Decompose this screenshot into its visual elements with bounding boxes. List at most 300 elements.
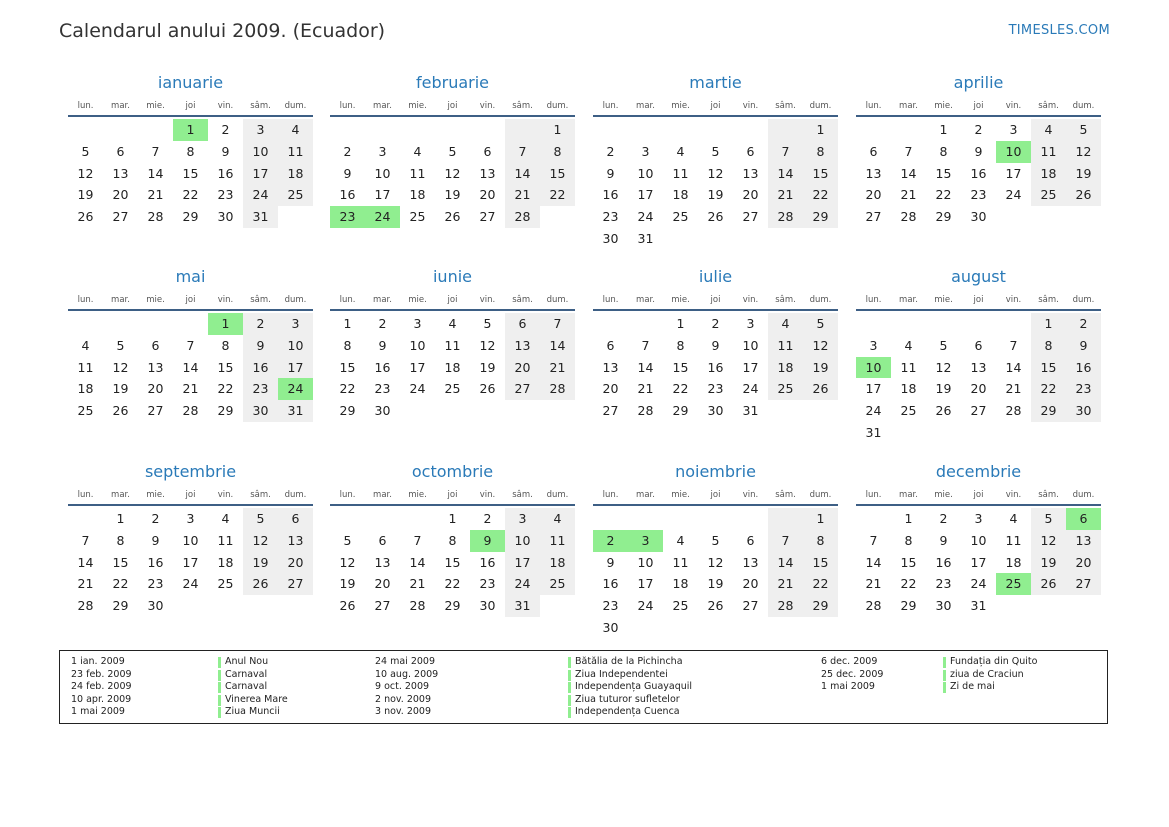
weekday-label: mar. <box>899 295 918 305</box>
day-cell: 17 <box>865 381 882 397</box>
day-cell: 30 <box>147 598 164 613</box>
day-cell: 2 <box>711 316 720 331</box>
day-cell: 5 <box>483 316 492 331</box>
empty-cell <box>733 508 768 530</box>
day-cell: 19 <box>243 552 278 574</box>
day-cell: 27 <box>112 209 129 224</box>
weekday-label: joi <box>185 490 196 500</box>
holiday-day: 25 <box>996 573 1031 595</box>
legend-holiday-name: Independența Guayaquil <box>575 681 693 693</box>
day-cell: 28 <box>768 206 803 228</box>
day-cell: 22 <box>112 576 129 592</box>
weekday-header <box>593 291 838 311</box>
day-cell: 14 <box>147 165 164 181</box>
day-cell: 23 <box>374 381 391 397</box>
weekday-label: mar. <box>373 490 392 500</box>
weekday-label: vin. <box>217 490 234 500</box>
day-cell: 13 <box>865 165 882 181</box>
day-cell: 11 <box>768 335 803 357</box>
day-cell: 16 <box>243 357 278 379</box>
day-cell: 23 <box>602 598 619 613</box>
day-cell: 5 <box>1031 508 1066 530</box>
weekday-label: sâm. <box>250 101 271 111</box>
day-cell: 4 <box>768 313 803 335</box>
day-cell: 23 <box>243 378 278 400</box>
day-cell: 22 <box>935 187 952 203</box>
day-cell: 8 <box>116 532 125 548</box>
weekday-label: dum. <box>284 101 307 111</box>
day-cell: 15 <box>540 163 575 185</box>
month-februarie <box>330 72 575 228</box>
empty-cell <box>400 508 435 530</box>
day-cell: 22 <box>444 576 461 592</box>
day-cell: 16 <box>707 359 724 375</box>
month-name: decembrie <box>935 462 1022 481</box>
day-cell: 10 <box>637 554 654 570</box>
day-cell: 20 <box>865 187 882 203</box>
days-grid <box>856 119 1101 228</box>
day-cell: 17 <box>1005 165 1022 181</box>
day-cell: 8 <box>448 532 457 548</box>
month-name: octombrie <box>411 462 494 481</box>
weekday-label: joi <box>973 295 984 305</box>
holiday-day: 24 <box>365 206 400 228</box>
day-cell: 27 <box>970 403 987 418</box>
empty-cell <box>68 508 103 530</box>
day-cell: 28 <box>637 403 654 418</box>
day-cell: 19 <box>479 359 496 375</box>
day-cell: 17 <box>637 576 654 592</box>
day-cell: 25 <box>278 184 313 206</box>
weekday-label: mie. <box>671 490 690 500</box>
weekday-label: dum. <box>1072 295 1095 305</box>
day-cell: 11 <box>409 165 426 181</box>
empty-cell <box>593 508 628 530</box>
day-cell: 4 <box>1031 119 1066 141</box>
weekday-header <box>856 486 1101 506</box>
day-cell: 3 <box>186 511 195 526</box>
weekday-label: lun. <box>602 101 619 111</box>
day-cell: 15 <box>900 554 917 570</box>
day-cell: 3 <box>505 508 540 530</box>
day-cell: 19 <box>707 576 724 592</box>
month-iulie <box>593 266 838 422</box>
day-cell: 15 <box>444 554 461 570</box>
empty-cell <box>628 508 663 530</box>
weekday-header <box>330 97 575 117</box>
holiday-day: 9 <box>470 530 505 552</box>
day-cell: 6 <box>151 337 160 353</box>
legend-holiday-name: Independența Cuenca <box>575 706 680 718</box>
days-grid <box>330 313 575 422</box>
legend-date: 1 ian. 2009 <box>71 656 125 667</box>
holiday-day: 1 <box>208 313 243 335</box>
weekday-label: dum. <box>809 490 832 500</box>
day-cell: 28 <box>505 206 540 228</box>
day-cell: 22 <box>900 576 917 592</box>
day-cell: 17 <box>278 357 313 379</box>
weekday-header <box>330 486 575 506</box>
day-cell: 4 <box>676 532 685 548</box>
day-cell: 26 <box>1031 573 1066 595</box>
legend-holiday-name: Ziua Independentei <box>575 668 668 680</box>
day-cell: 29 <box>1031 400 1066 422</box>
days-grid <box>856 313 1101 444</box>
empty-cell <box>961 313 996 335</box>
month-octombrie <box>330 461 575 617</box>
day-cell: 12 <box>1031 530 1066 552</box>
day-cell: 30 <box>935 598 952 613</box>
month-august <box>856 266 1101 444</box>
day-cell: 15 <box>935 165 952 181</box>
day-cell: 20 <box>112 187 129 203</box>
weekday-label: lun. <box>339 295 356 305</box>
day-cell: 12 <box>935 359 952 375</box>
day-cell: 5 <box>81 143 90 159</box>
weekday-header <box>68 291 313 311</box>
legend-date: 1 mai 2009 <box>821 681 875 693</box>
weekday-label: dum. <box>284 295 307 305</box>
day-cell: 17 <box>182 554 199 570</box>
day-cell: 1 <box>904 511 913 526</box>
day-cell: 29 <box>900 598 917 613</box>
weekday-label: mar. <box>899 490 918 500</box>
legend-marker <box>218 670 221 681</box>
day-cell: 2 <box>378 316 387 331</box>
day-cell: 27 <box>278 573 313 595</box>
empty-cell <box>856 313 891 335</box>
days-grid <box>68 508 313 617</box>
day-cell: 9 <box>711 337 720 353</box>
weekday-label: mie. <box>934 490 953 500</box>
day-cell: 14 <box>865 554 882 570</box>
day-cell: 27 <box>742 598 759 613</box>
day-cell: 20 <box>1066 552 1101 574</box>
day-cell: 20 <box>602 381 619 397</box>
day-cell: 17 <box>243 163 278 185</box>
day-cell: 13 <box>278 530 313 552</box>
day-cell: 6 <box>746 532 755 548</box>
empty-cell <box>891 119 926 141</box>
day-cell: 18 <box>768 357 803 379</box>
weekday-label: vin. <box>742 490 759 500</box>
empty-cell <box>628 313 663 335</box>
day-cell: 9 <box>606 554 615 570</box>
legend-holiday-name: Bătălia de la Pichincha <box>575 656 683 667</box>
legend-marker <box>568 657 571 668</box>
legend-holiday-name: Anul Nou <box>225 656 269 667</box>
days-grid <box>856 508 1101 617</box>
day-cell: 11 <box>540 530 575 552</box>
day-cell: 21 <box>409 576 426 592</box>
day-cell: 7 <box>413 532 422 548</box>
weekday-label: dum. <box>546 101 569 111</box>
day-cell: 4 <box>413 143 422 159</box>
day-cell: 31 <box>637 230 654 246</box>
weekday-label: mar. <box>111 295 130 305</box>
days-grid <box>593 313 838 422</box>
day-cell: 14 <box>1005 359 1022 375</box>
day-cell: 22 <box>540 184 575 206</box>
day-cell: 5 <box>939 337 948 353</box>
day-cell: 1 <box>803 508 838 530</box>
day-cell: 6 <box>505 313 540 335</box>
day-cell: 10 <box>409 337 426 353</box>
day-cell: 23 <box>479 576 496 592</box>
day-cell: 21 <box>540 357 575 379</box>
day-cell: 24 <box>865 403 882 418</box>
day-cell: 8 <box>803 530 838 552</box>
month-name: iulie <box>698 267 733 286</box>
day-cell: 16 <box>602 187 619 203</box>
day-cell: 13 <box>479 165 496 181</box>
day-cell: 13 <box>374 554 391 570</box>
weekday-label: vin. <box>479 490 496 500</box>
days-grid <box>593 119 838 250</box>
day-cell: 21 <box>147 187 164 203</box>
month-name: martie <box>689 73 742 92</box>
day-cell: 25 <box>77 403 94 418</box>
empty-cell <box>768 119 803 141</box>
day-cell: 1 <box>540 119 575 141</box>
day-cell: 7 <box>1009 337 1018 353</box>
days-grid <box>593 508 838 639</box>
day-cell: 19 <box>112 381 129 397</box>
weekday-label: vin. <box>742 101 759 111</box>
day-cell: 7 <box>904 143 913 159</box>
legend-holiday-name: Vinerea Mare <box>225 693 288 705</box>
day-cell: 18 <box>900 381 917 397</box>
day-cell: 1 <box>676 316 685 331</box>
day-cell: 8 <box>1031 335 1066 357</box>
empty-cell <box>330 119 365 141</box>
day-cell: 21 <box>900 187 917 203</box>
day-cell: 18 <box>540 552 575 574</box>
day-cell: 28 <box>540 378 575 400</box>
day-cell: 24 <box>243 184 278 206</box>
day-cell: 28 <box>900 209 917 224</box>
day-cell: 6 <box>378 532 387 548</box>
day-cell: 19 <box>1066 163 1101 185</box>
holiday-day: 23 <box>330 206 365 228</box>
day-cell: 12 <box>243 530 278 552</box>
day-cell: 6 <box>606 337 615 353</box>
day-cell: 30 <box>217 209 234 224</box>
empty-cell <box>996 313 1031 335</box>
day-cell: 14 <box>768 552 803 574</box>
day-cell: 20 <box>742 187 759 203</box>
holiday-day: 3 <box>628 530 663 552</box>
day-cell: 13 <box>147 359 164 375</box>
weekday-label: mie. <box>408 295 427 305</box>
day-cell: 7 <box>81 532 90 548</box>
day-cell: 22 <box>803 184 838 206</box>
legend-date: 1 mai 2009 <box>71 706 125 718</box>
day-cell: 8 <box>540 141 575 163</box>
day-cell: 12 <box>1066 141 1101 163</box>
day-cell: 1 <box>116 511 125 526</box>
day-cell: 29 <box>803 595 838 617</box>
day-cell: 23 <box>217 187 234 203</box>
day-cell: 12 <box>803 335 838 357</box>
day-cell: 26 <box>77 209 94 224</box>
day-cell: 10 <box>970 532 987 548</box>
weekday-label: mie. <box>408 490 427 500</box>
empty-cell <box>68 119 103 141</box>
weekday-label: joi <box>710 295 721 305</box>
day-cell: 22 <box>182 187 199 203</box>
day-cell: 24 <box>637 209 654 224</box>
day-cell: 17 <box>505 552 540 574</box>
empty-cell <box>138 313 173 335</box>
legend-marker <box>943 657 946 668</box>
empty-cell <box>435 119 470 141</box>
day-cell: 7 <box>505 141 540 163</box>
day-cell: 22 <box>1031 378 1066 400</box>
legend-date: 2 nov. 2009 <box>375 693 431 705</box>
day-cell: 23 <box>602 209 619 224</box>
day-cell: 3 <box>413 316 422 331</box>
site-link[interactable]: TIMESLES.COM <box>1008 23 1110 38</box>
weekday-label: lun. <box>865 295 882 305</box>
day-cell: 30 <box>1066 400 1101 422</box>
day-cell: 14 <box>540 335 575 357</box>
day-cell: 9 <box>1066 335 1101 357</box>
day-cell: 17 <box>742 359 759 375</box>
legend-date: 25 dec. 2009 <box>821 668 884 680</box>
weekday-label: mie. <box>934 101 953 111</box>
month-mai <box>68 266 313 422</box>
day-cell: 9 <box>378 337 387 353</box>
day-cell: 25 <box>900 403 917 418</box>
day-cell: 5 <box>343 532 352 548</box>
day-cell: 21 <box>768 573 803 595</box>
empty-cell <box>68 313 103 335</box>
month-name: noiembrie <box>675 462 756 481</box>
day-cell: 29 <box>182 209 199 224</box>
empty-cell <box>733 119 768 141</box>
weekday-header <box>68 97 313 117</box>
day-cell: 29 <box>217 403 234 418</box>
day-cell: 7 <box>768 141 803 163</box>
day-cell: 6 <box>869 143 878 159</box>
day-cell: 26 <box>1066 184 1101 206</box>
day-cell: 8 <box>343 337 352 353</box>
day-cell: 25 <box>672 209 689 224</box>
day-cell: 14 <box>505 163 540 185</box>
day-cell: 23 <box>707 381 724 397</box>
weekday-label: sâm. <box>1038 101 1059 111</box>
day-cell: 25 <box>409 209 426 224</box>
day-cell: 13 <box>1066 530 1101 552</box>
day-cell: 26 <box>339 598 356 613</box>
day-cell: 28 <box>77 598 94 613</box>
holiday-day: 10 <box>996 141 1031 163</box>
weekday-label: dum. <box>1072 490 1095 500</box>
day-cell: 27 <box>374 598 391 613</box>
weekday-label: sâm. <box>775 490 796 500</box>
weekday-label: joi <box>710 101 721 111</box>
day-cell: 15 <box>803 552 838 574</box>
day-cell: 15 <box>112 554 129 570</box>
day-cell: 31 <box>505 595 540 617</box>
day-cell: 12 <box>479 337 496 353</box>
day-cell: 22 <box>803 573 838 595</box>
weekday-label: sâm. <box>512 295 533 305</box>
day-cell: 24 <box>182 576 199 592</box>
day-cell: 18 <box>77 381 94 397</box>
day-cell: 3 <box>1009 122 1018 137</box>
day-cell: 10 <box>182 532 199 548</box>
day-cell: 20 <box>479 187 496 203</box>
weekday-label: mie. <box>146 101 165 111</box>
weekday-label: joi <box>185 101 196 111</box>
empty-cell <box>365 508 400 530</box>
day-cell: 23 <box>147 576 164 592</box>
day-cell: 10 <box>374 165 391 181</box>
day-cell: 8 <box>803 141 838 163</box>
month-name: ianuarie <box>157 73 224 92</box>
day-cell: 9 <box>243 335 278 357</box>
day-cell: 21 <box>505 184 540 206</box>
day-cell: 15 <box>672 359 689 375</box>
legend-marker <box>218 657 221 668</box>
day-cell: 29 <box>112 598 129 613</box>
weekday-label: vin. <box>1005 295 1022 305</box>
legend-marker <box>218 682 221 693</box>
day-cell: 11 <box>672 554 689 570</box>
day-cell: 2 <box>939 511 948 526</box>
day-cell: 18 <box>278 163 313 185</box>
day-cell: 6 <box>746 143 755 159</box>
empty-cell <box>593 313 628 335</box>
empty-cell <box>926 313 961 335</box>
day-cell: 12 <box>339 554 356 570</box>
weekday-label: mie. <box>934 295 953 305</box>
weekday-label: lun. <box>339 490 356 500</box>
day-cell: 8 <box>186 143 195 159</box>
weekday-label: dum. <box>546 490 569 500</box>
weekday-label: lun. <box>77 490 94 500</box>
weekday-header <box>856 97 1101 117</box>
day-cell: 8 <box>676 337 685 353</box>
month-name: aprilie <box>953 73 1004 92</box>
day-cell: 18 <box>672 576 689 592</box>
day-cell: 20 <box>970 381 987 397</box>
day-cell: 16 <box>147 554 164 570</box>
day-cell: 4 <box>540 508 575 530</box>
day-cell: 12 <box>707 554 724 570</box>
day-cell: 30 <box>243 400 278 422</box>
weekday-label: lun. <box>602 295 619 305</box>
day-cell: 9 <box>974 143 983 159</box>
day-cell: 15 <box>217 359 234 375</box>
day-cell: 12 <box>112 359 129 375</box>
day-cell: 23 <box>935 576 952 592</box>
weekday-label: lun. <box>865 490 882 500</box>
day-cell: 29 <box>935 209 952 224</box>
weekday-label: sâm. <box>512 490 533 500</box>
day-cell: 4 <box>904 337 913 353</box>
day-cell: 5 <box>116 337 125 353</box>
day-cell: 2 <box>243 313 278 335</box>
days-grid <box>68 119 313 228</box>
weekday-label: sâm. <box>775 101 796 111</box>
day-cell: 30 <box>602 619 619 635</box>
weekday-label: lun. <box>77 295 94 305</box>
weekday-label: mie. <box>671 295 690 305</box>
empty-cell <box>698 508 733 530</box>
